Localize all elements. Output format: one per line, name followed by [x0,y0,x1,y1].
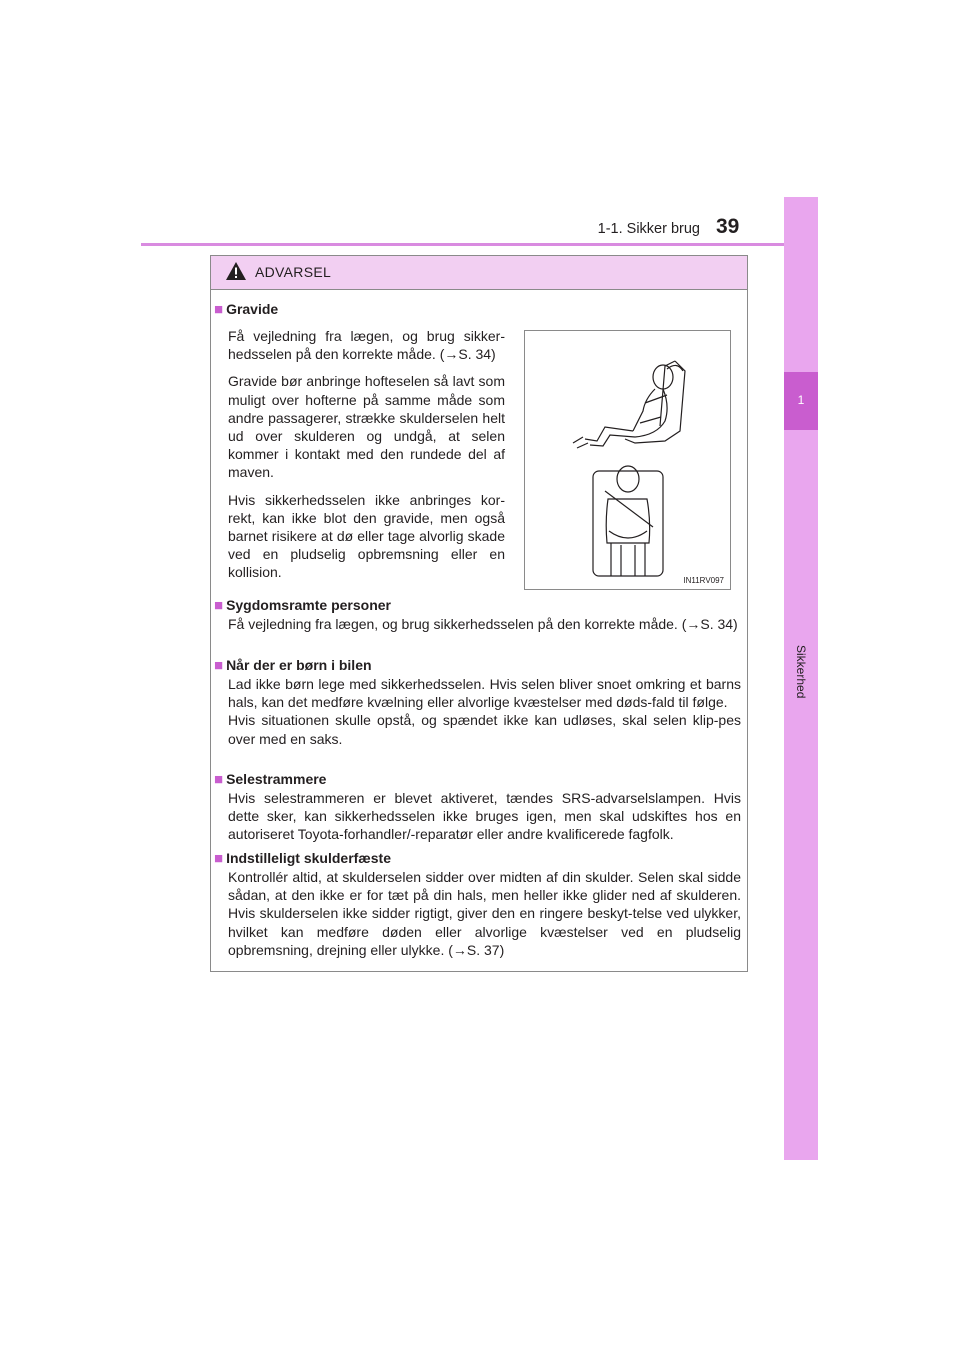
item-heading: Når der er børn i bilen [226,657,372,673]
bullet-square-icon: ■ [214,771,224,788]
item-text: Hvis situationen skulle opstå, og spændet ikke kan udløses, skal selen klip-pes over med en saks. [228,712,741,747]
chapter-number: 1 [784,372,818,430]
warning-header [211,256,747,290]
bullet-square-icon: ■ [214,597,224,614]
item-sygdomsramte [214,596,744,633]
section-title: 1-1. Sikker brug [597,221,700,237]
paragraph: Hvis sikkerhedsselen ikke anbringes kor-rekt, kan ikke blot den gravide, men også barnet risikere at dø eller tage alvorlig skade ved en pludselig opbremsning eller en kollision. [228,491,505,581]
item-text: Kontrollér altid, at skulderselen sidder over midten af din skulder. Selen skal sidde sådan, at den ikke er for tæt på din hals, men heller ikke glider ned af skulderen. Hvis skulderselen ikke sidder rigtigt, giver den en ringere beskyt-telse ved ulykker, hvilket kan medføre døden eller alvorlige kvæstelser ved en pludselig opbremsning, drejning eller ulykke. (→S. 37) [228,869,741,958]
gravide-text [228,327,505,591]
bullet-square-icon: ■ [214,657,224,674]
seatbelt-illustration [524,330,731,590]
page-number: 39 [716,215,740,238]
item-gravide [214,300,278,319]
figure-code: IN11RV097 [683,576,724,585]
item-heading: Indstilleligt skulderfæste [226,850,391,866]
item-heading: Selestrammere [226,771,327,787]
item-text: Lad ikke børn lege med sikkerhedsselen. Hvis selen bliver snoet omkring et barns hals, kan det medføre kvælning eller alvorlige kvæstelser med døds-fald til følge. [228,676,741,711]
item-boern [214,656,744,748]
item-heading: Gravide [226,301,279,317]
item-heading: Sygdomsramte personer [226,597,392,613]
warning-title: ADVARSEL [255,264,332,280]
chapter-label: Sikkerhed [794,645,808,699]
bullet-square-icon: ■ [214,301,224,318]
paragraph: Få vejledning fra lægen, og brug sikker-hedsselen på den korrekte måde. (→S. 34) [228,328,505,363]
item-skulderfaeste [214,849,744,959]
pregnant-woman-seatbelt-icon [525,331,730,589]
item-text: Få vejledning fra lægen, og brug sikkerhedsselen på den korrekte måde. (→S. 34) [228,616,738,632]
warning-triangle-icon [225,261,247,281]
bullet-square-icon: ■ [214,850,224,867]
item-selestrammere [214,770,744,844]
item-text: Hvis selestrammeren er blevet aktiveret, tændes SRS-advarselslampen. Hvis dette sker, kan sikkerhedsselen ikke bruges igen, men skal udskiftes hos en autoriseret Toyota-forhandler/-reparatør eller andre kvalificerede fagfolk. [228,790,741,843]
header-rule [141,243,817,246]
paragraph: Gravide bør anbringe hofteselen så lavt som muligt over hofterne på samme måde som andre passagerer, strække skulderselen helt ud over skulderen og undgå, at selen kommer i kontakt med den rundede del af maven. [228,373,505,481]
chapter-side-tab [784,197,818,1160]
